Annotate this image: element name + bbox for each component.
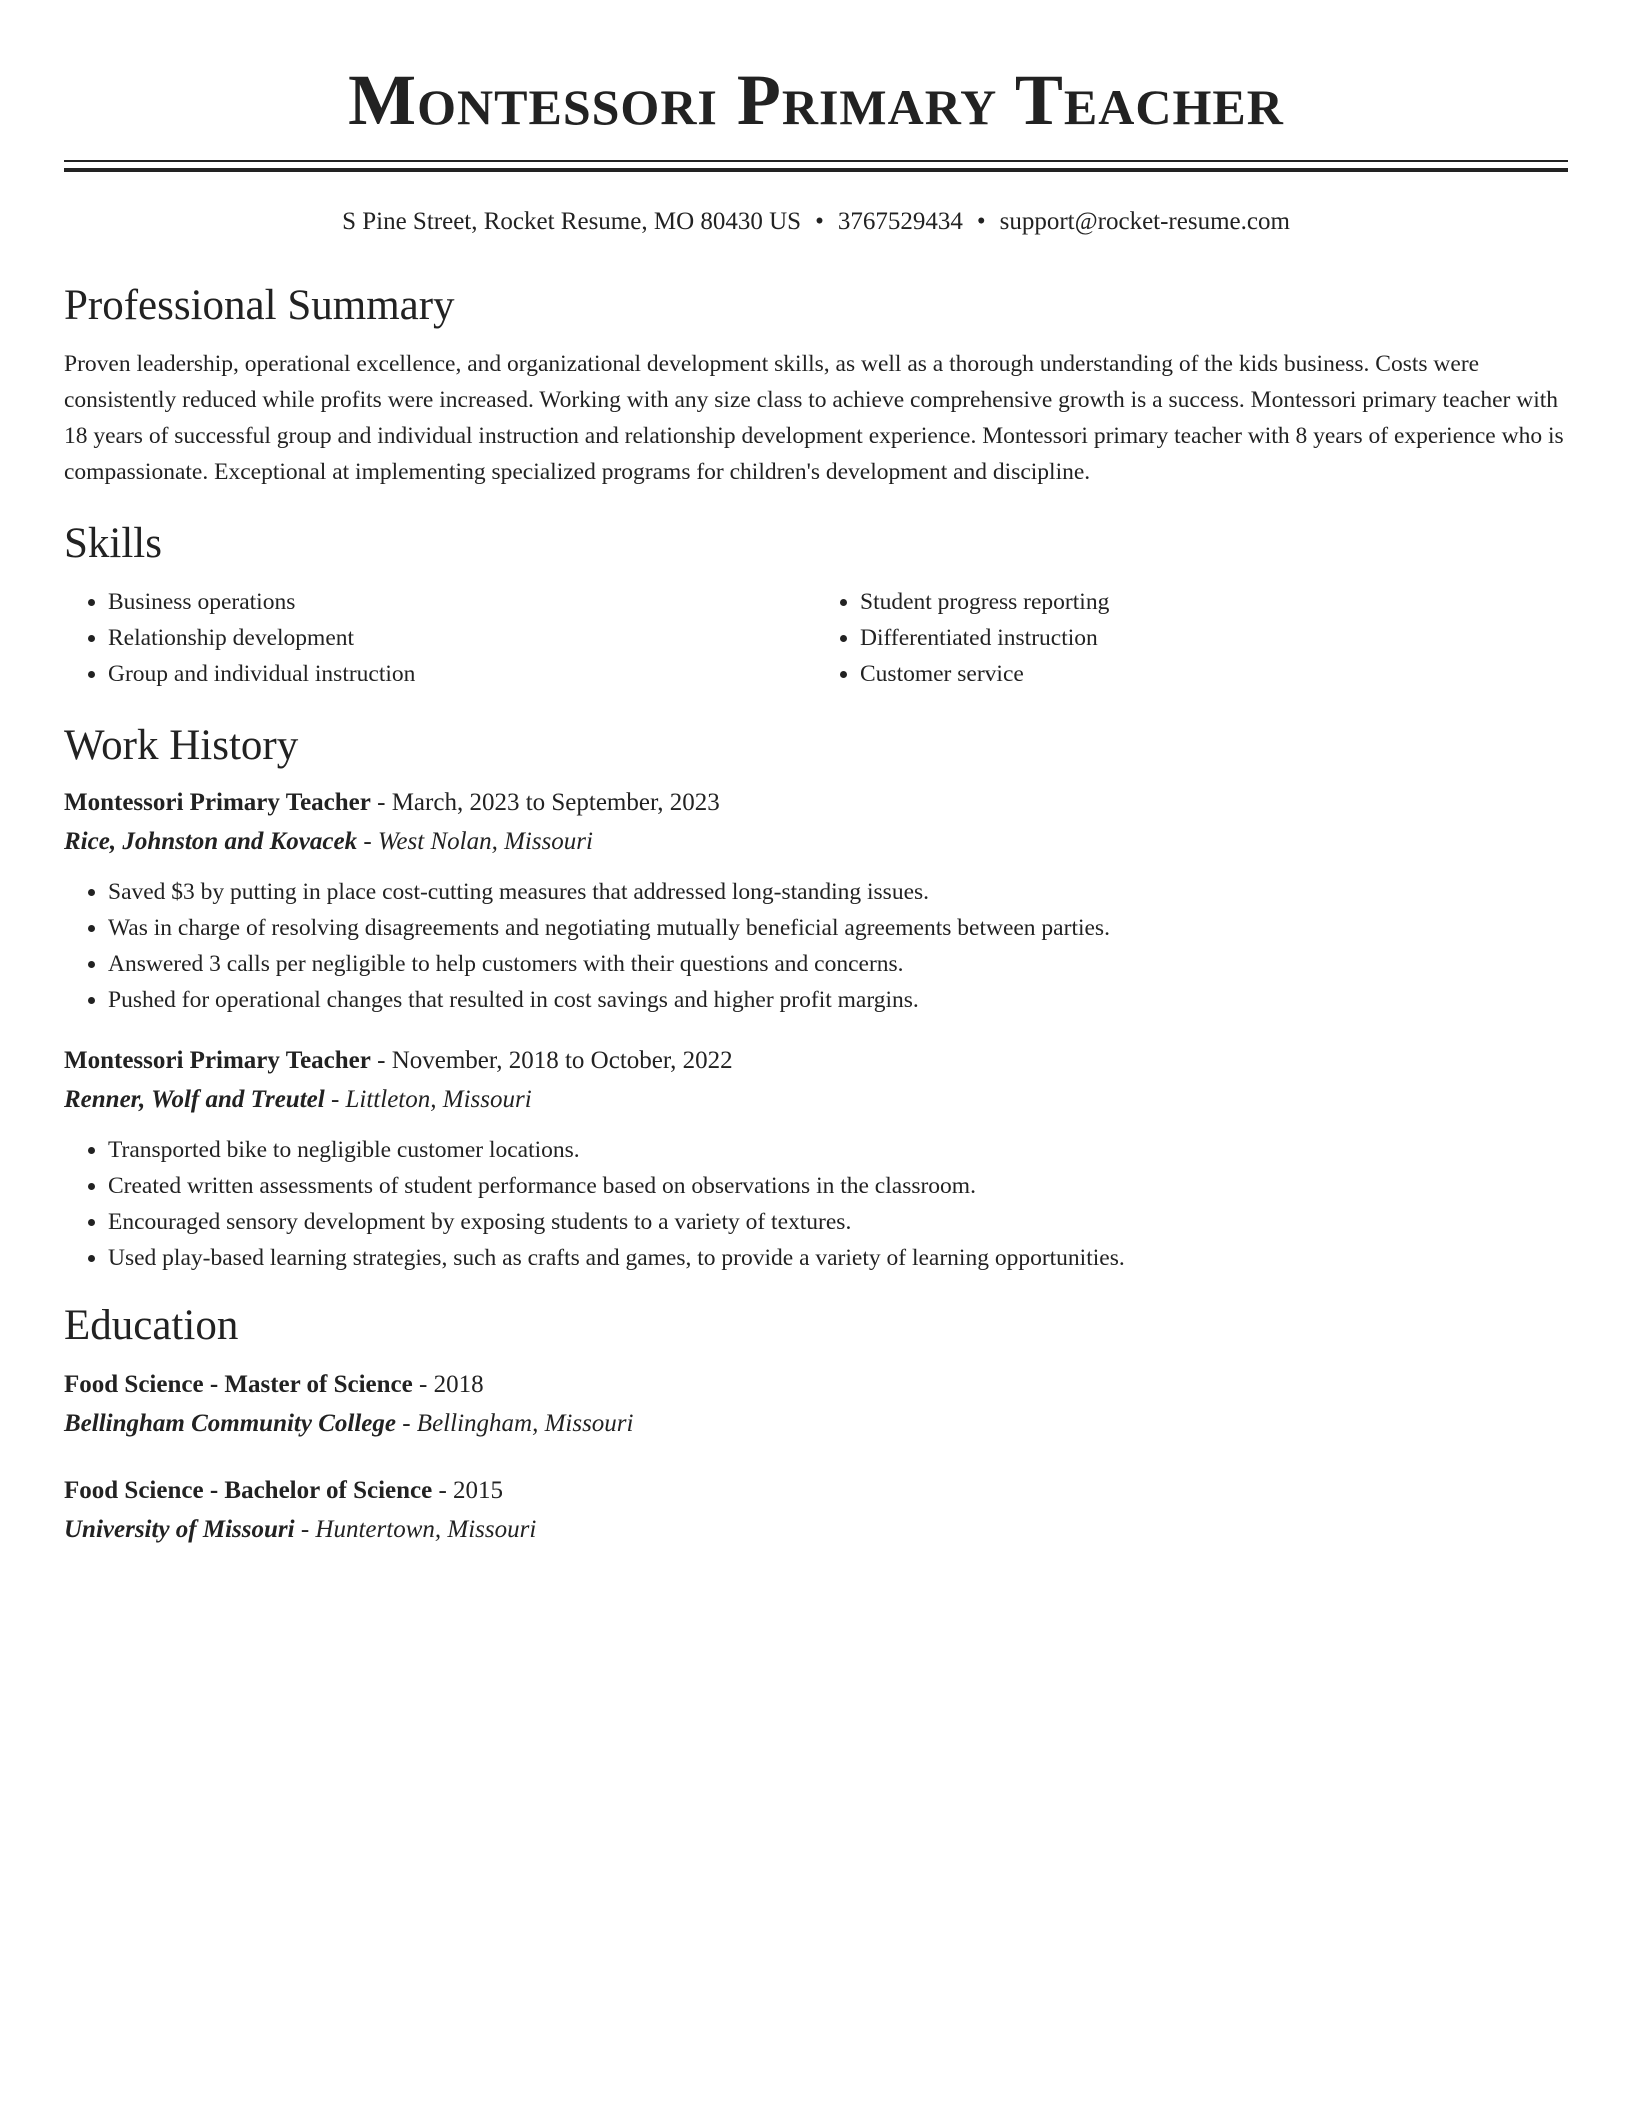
job-title: Montessori Primary Teacher [64, 789, 371, 816]
job-location: - West Nolan, Missouri [357, 828, 593, 855]
job-dates: - November, 2018 to October, 2022 [370, 1047, 733, 1074]
education-school-line [64, 1404, 1568, 1444]
job-entry [64, 1042, 1568, 1276]
job-bullets [64, 874, 1568, 1018]
job-bullet: • Encouraged sensory development by exposing students to a variety of textures. [108, 1204, 1568, 1240]
job-bullets [64, 1132, 1568, 1276]
job-bullet: • Used play-based learning strategies, such as crafts and games, to provide a variety of learning opportunities. [108, 1240, 1568, 1276]
section-title-work-history: Work History [64, 722, 299, 769]
job-dates: - March, 2023 to September, 2023 [370, 789, 720, 816]
education-degree: Food Science - Master of Science [64, 1371, 413, 1398]
job-employer [64, 822, 1568, 862]
job-location: - Littleton, Missouri [324, 1086, 532, 1113]
contact-separator: • [815, 208, 824, 235]
job-bullet: • Created written assessments of student performance based on observations in the classroom. [108, 1168, 1568, 1204]
candidate-name: Montessori Primary Teacher [348, 60, 1284, 140]
skill-item: • Group and individual instruction [108, 656, 816, 692]
skill-item: • Relationship development [108, 620, 816, 656]
job-header [64, 784, 1568, 822]
education-year: - 2015 [432, 1477, 504, 1504]
education-header [64, 1366, 1568, 1404]
job-header [64, 1042, 1568, 1080]
skill-item: • Business operations [108, 584, 816, 620]
header-divider-thin [64, 160, 1568, 162]
education-degree: Food Science - Bachelor of Science [64, 1477, 433, 1504]
job-bullet: • Transported bike to negligible customer locations. [108, 1132, 1568, 1168]
education-location: - Bellingham, Missouri [395, 1410, 634, 1437]
job-bullet: • Was in charge of resolving disagreements and negotiating mutually beneficial agreements between parties. [108, 910, 1568, 946]
skill-item: • Differentiated instruction [860, 620, 1568, 656]
education-year: - 2018 [412, 1371, 484, 1398]
job-bullet: • Saved $3 by putting in place cost-cutting measures that addressed long-standing issues. [108, 874, 1568, 910]
contact-phone: 3767529434 [837, 208, 963, 235]
education-location: - Huntertown, Missouri [294, 1516, 537, 1543]
education-school: Bellingham Community College [64, 1410, 396, 1437]
section-title-education: Education [64, 1302, 239, 1349]
education-entry [64, 1472, 1568, 1550]
skill-item: • Customer service [860, 656, 1568, 692]
section-title-summary: Professional Summary [64, 282, 455, 329]
contact-line [64, 206, 1568, 238]
skills-column-right [816, 584, 1568, 692]
skills-list [64, 584, 1568, 692]
job-entry [64, 784, 1568, 1018]
job-company: Rice, Johnston and Kovacek [64, 828, 358, 855]
education-entry [64, 1366, 1568, 1444]
contact-separator: • [976, 208, 986, 235]
header-divider-thick [64, 168, 1568, 172]
job-title: Montessori Primary Teacher [64, 1047, 371, 1074]
job-employer [64, 1080, 1568, 1120]
job-bullet: • Pushed for operational changes that resulted in cost savings and higher profit margins. [108, 982, 1568, 1018]
skills-column-left [64, 584, 816, 692]
education-school-line [64, 1510, 1568, 1550]
contact-address: S Pine Street, Rocket Resume, MO 80430 US [342, 208, 802, 235]
job-bullet: • Answered 3 calls per negligible to help customers with their questions and concerns. [108, 946, 1568, 982]
section-title-skills: Skills [64, 520, 162, 567]
education-school: University of Missouri [64, 1516, 295, 1543]
job-company: Renner, Wolf and Treutel [64, 1086, 325, 1113]
skill-item: • Student progress reporting [860, 584, 1568, 620]
summary-text: Proven leadership, operational excellence, and organizational development skills, as well as a thorough understanding of the kids business. Costs were consistently reduced while profits were increased. Working with any size class to achieve comprehensive growth is a success. Montessori primary teacher with 18 years of successful group and individual instruction and relationship development experience. Montessori primary teacher with 8 years of experience who is compassionate. Exceptional at implementing specialized programs for children's development and discipline. [64, 351, 1564, 485]
education-header [64, 1472, 1568, 1510]
contact-email: support@rocket-resume.com [999, 208, 1290, 235]
